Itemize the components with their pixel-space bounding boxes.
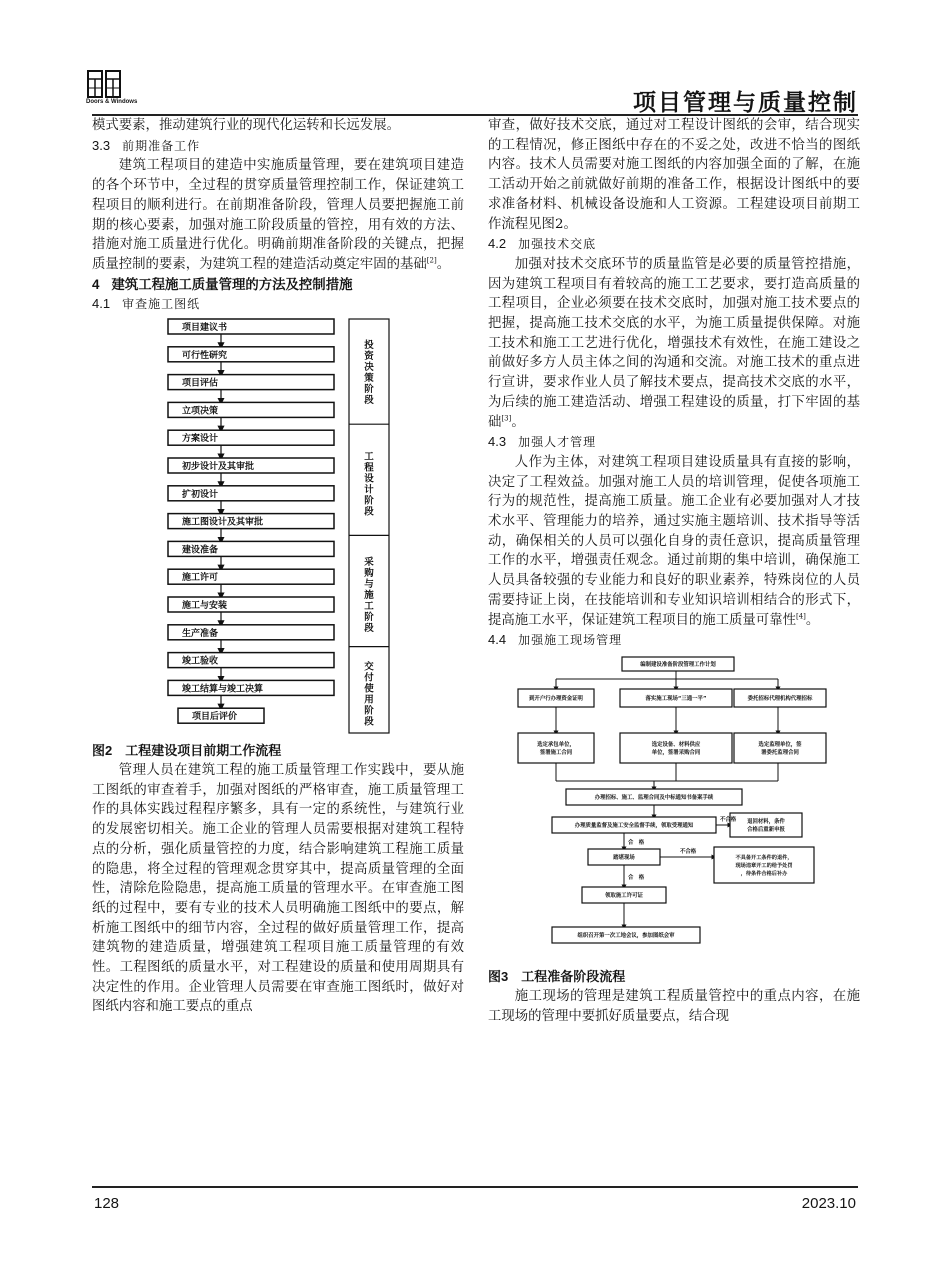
contractor-box-label: 选定承包单位，签署施工合同 [537, 741, 575, 757]
heading-4-3: 4.3 加强人才管理 [488, 434, 597, 450]
flow-box-label: 竣工结算与竣工决算 [182, 684, 264, 695]
flow-box-label: 施工许可 [182, 573, 219, 584]
figure-2-flowchart [92, 317, 464, 737]
tender-agent-box-label: 委托招标代理机构代理招标 [747, 695, 813, 702]
flow-box-label: 扩初设计 [182, 489, 219, 500]
flow-box-label: 初步设计及其审批 [182, 462, 255, 473]
flow-box-label: 立项决策 [182, 406, 219, 417]
filing-box-label: 办理招标、施工、监理合同及中标通知书备案手续 [594, 794, 714, 801]
citation: [3] [501, 414, 512, 423]
heading-4-1: 4.1 审查施工图纸 [92, 296, 201, 312]
figure-3-flowchart [488, 653, 860, 965]
permit-box-label: 领取施工许可证 [605, 892, 643, 899]
survey-box-label: 踏堪现场 [613, 854, 635, 861]
paragraph: 建筑工程项目的建造中实施质量管理，要在建筑项目建造的各个环节中，全过程的贯穿质量管理控制工作，保证建筑工程项目的顺利进行。在前期准备阶段，管理人员要把握施工前期的核心要素，加强对施工阶段质量的管控，用有效的方法、措施对施工质量进行优化。明确前期准备阶段的关键点，把握质量控制的要素，为建筑工程的建造活动奠定牢固的基础[2]。 [92, 158, 464, 272]
right-column [488, 116, 860, 1026]
flow-box-label: 项目评估 [182, 378, 219, 389]
stage-label: 交付使用阶段 [364, 661, 374, 728]
supervisor-box [734, 733, 826, 763]
section-title: 项目管理与质量控制 [633, 89, 858, 116]
footer-rule [92, 1186, 858, 1188]
paragraph: 审查，做好技术交底，通过对工程设计图纸的会审，结合现实的工程情况，修正图纸中存在的不妥之处，改进不恰当的图纸内容。技术人员需要对施工图纸的内容加强全面的了解，在施工活动开始之前就做好前期的准备工作，根据设计图纸中的要求准备材料、机械设备设施和人工资源。工程建设项目前期工作流程见图2。 [488, 118, 860, 232]
supervisor-box-label: 选定监理单位，签署委托监理合同 [758, 741, 802, 757]
supervision-box-label: 办理质量监督及施工安全监督手续，领取受理通知 [574, 822, 694, 829]
paragraph: 施工现场的管理是建筑工程质量管控中的重点内容，在施工现场的管理中要抓好质量要点，结合现 [488, 988, 860, 1024]
contractor-box [518, 733, 594, 763]
site-prep-box-label: 落实施工现场“三通一平” [645, 695, 707, 702]
left-column [92, 116, 464, 1017]
flowchart-svg [516, 653, 836, 963]
flowchart-svg [166, 317, 406, 735]
stage-label: 投资决策阶段 [364, 340, 374, 407]
paragraph: 模式要素，推动建筑行业的现代化运转和长远发展。 [92, 118, 400, 133]
meeting-box-label: 组织召开第一次工地会议，参加图纸会审 [577, 932, 675, 939]
flow-box-label: 生产准备 [182, 628, 219, 639]
paragraph: 人作为主体，对建筑工程项目建设质量具有直接的影响，决定了工程效益。加强对施工人员的培训管理，促使各项施工行为的规范性，提高施工质量。施工企业有必要加强对人才技术水平、管理能力的培养，通过实施主题培训、技术指导等活动，确保相关的人员可以强化自身的责任意识，提高质量管理工作的水平，增强责任观念。通过前期的集中培训，确保施工人员具备较强的专业能力和良好的职业素养，特殊岗位的人员需要持证上岗，在技能培训和专业知识培训相结合的形式下，提高施工水平，保证建筑工程项目的施工质量可靠性[4]。 [488, 454, 860, 628]
heading-4: 4 建筑工程施工质量管理的方法及控制措施 [92, 276, 353, 292]
heading-4-2: 4.2 加强技术交底 [488, 236, 597, 252]
citation: [2] [426, 256, 437, 265]
flow-box-label: 项目后评价 [192, 712, 238, 723]
journal-logo [86, 70, 166, 105]
heading-3-3: 3.3 前期准备工作 [92, 137, 201, 153]
figure-2-caption: 图2 工程建设项目前期工作流程 [92, 743, 282, 759]
logo-text: Doors & Windows [86, 99, 138, 105]
paragraph: 加强对技术交底环节的质量监管是必要的质量管控措施，因为建筑工程项目有着较高的施工工艺要求，要打造高质量的工程项目，企业必须要在技术交底时，加强对施工技术要点的把握，提高施工技术交底的水平，为施工质量提供保障。对施工技术和施工工艺进行优化，增强技术有效性，在施工建设之前做好多方人员主体之间的沟通和交流。对施工技术的重点进行宣讲，要求作业人员了解技术要点，提高技术交底的水平，为后续的施工建造活动、增强工程建设的质量，打下牢固的基础[3]。 [488, 256, 860, 430]
stage-label: 工程设计阶段 [364, 451, 374, 518]
flow-condition-label: 不合格 [720, 816, 737, 823]
figure-3-caption: 图3 工程准备阶段流程 [488, 968, 626, 984]
flow-condition-label: 合 格 [628, 874, 645, 881]
supplier-box [620, 733, 732, 763]
paragraph: 管理人员在建筑工程的施工质量管理工作实践中，要从施工图纸的审查着手，加强对图纸的严格审查，施工质量管理工作的具体实践过程程序繁多，具有一定的系统性，与建筑行业的发展密切相关。施工企业的管理人员需要根据对建筑工程特点的分析，强化质量管控的力度，结合影响建筑工程施工质量的隐患，将全过程的管理观念贯穿其中，提高质量管理的全面性，清除危险隐患，提高施工质量的管理水平。在审查施工图纸的过程中，要有专业的技术人员明确施工图纸中的要点，解析施工图纸中的细节内容，全过程的做好质量管理工作，提高建筑物的建造质量，增强建筑工程项目施工质量管理的有效性。工程图纸的质量水平，对工程建设的质量和使用周期具有决定性的作用。企业管理人员需要在审查施工图纸时，做好对图纸内容和施工要点的重点 [92, 763, 464, 1015]
flow-box-label: 施工与安装 [182, 601, 228, 612]
stage-label: 采购与施工阶段 [364, 557, 374, 635]
flow-box-label: 可行性研究 [182, 350, 228, 361]
resubmit-box-label: 退回材料，条件合格后重新申报 [747, 818, 785, 834]
flow-box-label: 建设准备 [182, 545, 219, 556]
resubmit-box [730, 813, 802, 837]
citation: [4] [795, 612, 806, 621]
page-number: 128 [94, 1195, 120, 1212]
window-logo-icon [86, 70, 122, 98]
supplier-box-label: 选定设备、材料供应单位，签署采购合同 [651, 741, 701, 757]
flow-condition-label: 不合格 [680, 848, 697, 855]
flow-box-label: 方案设计 [182, 434, 219, 445]
plan-box-label: 编制建设准备阶段管理工作计划 [640, 661, 716, 668]
heading-4-4: 4.4 加强施工现场管理 [488, 632, 623, 648]
bank-proof-box-label: 到开户行办理资金证明 [529, 695, 583, 702]
flow-box-label: 竣工验收 [182, 656, 219, 667]
issue-date: 2023.10 [801, 1195, 856, 1212]
flow-box-label: 项目建议书 [182, 323, 228, 334]
unqualified-box-label: 不具备开工条件的退件，现场违章开工的给予处罚，待条件合格后补办 [735, 854, 793, 878]
flow-box-label: 施工图设计及其审批 [182, 517, 264, 528]
flow-condition-label: 合 格 [628, 839, 645, 846]
